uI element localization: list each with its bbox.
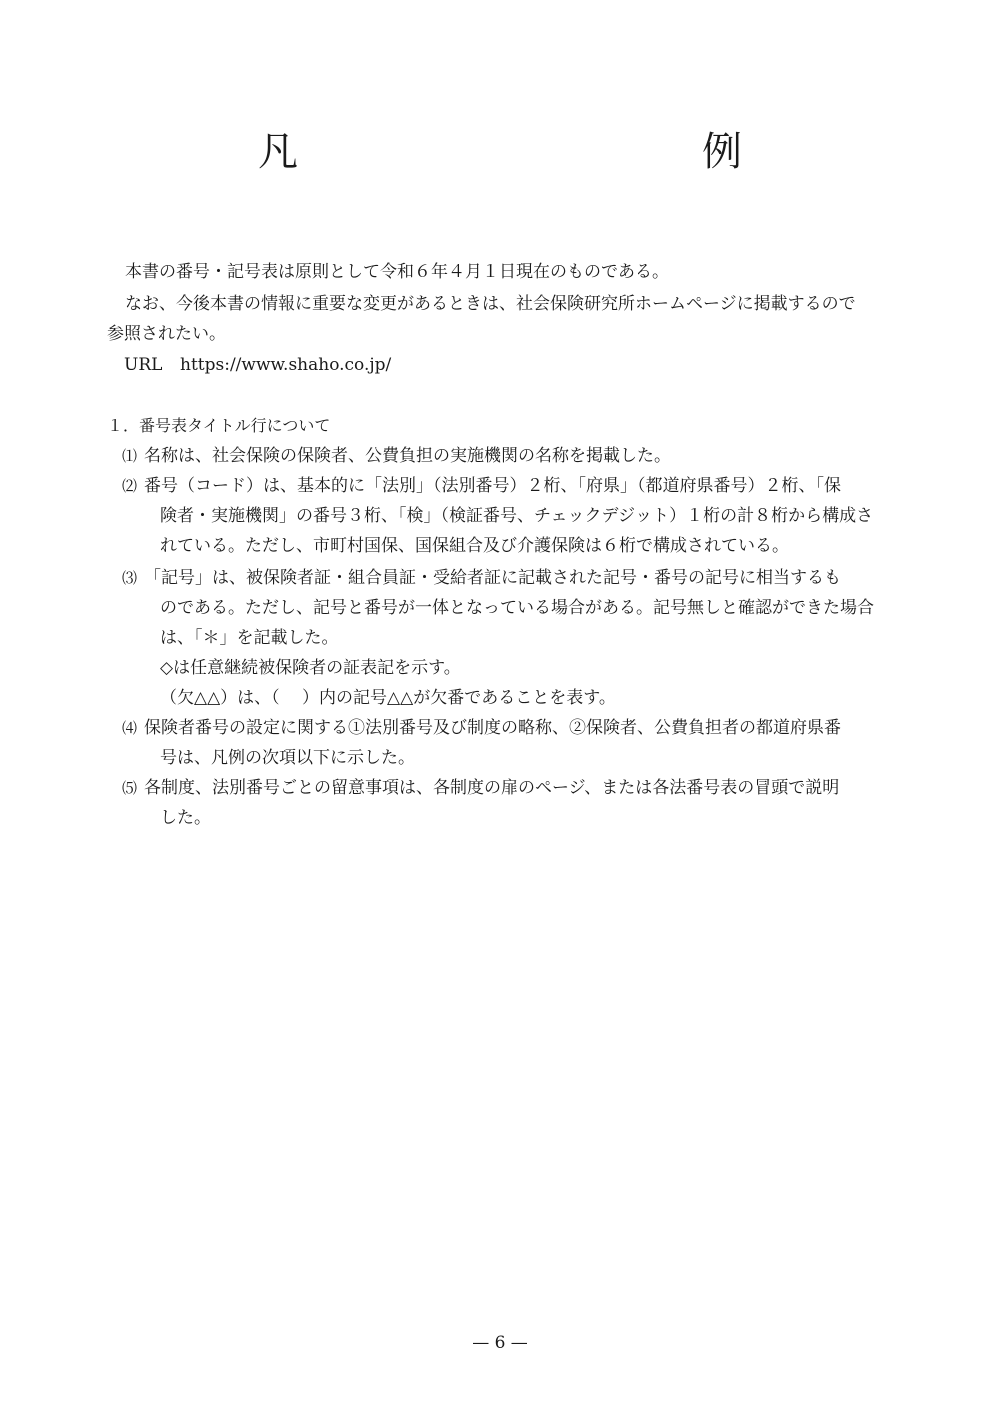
list-item bbox=[122, 441, 897, 471]
item-text-line: 名称は、社会保険の保険者、公費負担の実施機関の名称を掲載した。 bbox=[144, 446, 671, 466]
section-heading: １．番号表タイトル行について bbox=[107, 416, 331, 435]
item-text-line: 各制度、法別番号ごとの留意事項は、各制度の扉のページ、または各法番号表の冒頭で説明 bbox=[144, 778, 840, 798]
item-note-line: （欠△△）は、（ ）内の記号△△が欠番であることを表す。 bbox=[160, 688, 616, 708]
item-number: ⑷ bbox=[122, 719, 138, 737]
intro-line-3: 参照されたい。 bbox=[107, 324, 226, 344]
item-text-line: のである。ただし、記号と番号が一体となっている場合がある。記号無しと確認ができた場合 bbox=[160, 598, 874, 618]
item-number: ⑴ bbox=[122, 447, 138, 465]
item-text-line: 険者・実施機関」の番号３桁、「検」（検証番号、チェックデジット）１桁の計８桁から構成さ bbox=[160, 506, 874, 526]
page-title: 凡 例 bbox=[258, 129, 850, 175]
list-item bbox=[122, 773, 897, 833]
item-number: ⑵ bbox=[122, 477, 138, 495]
url-link[interactable]: https://www.shaho.co.jp/ bbox=[180, 355, 392, 375]
item-number: ⑶ bbox=[122, 569, 138, 587]
item-text-line: した。 bbox=[160, 808, 211, 828]
list-item bbox=[122, 471, 897, 561]
item-text-line: れている。ただし、市町村国保、国保組合及び介護保険は６桁で構成されている。 bbox=[160, 536, 789, 556]
item-number: ⑸ bbox=[122, 779, 138, 797]
page-number: — 6 — bbox=[472, 1333, 528, 1353]
list-item bbox=[122, 563, 897, 653]
intro-line-2: なお、今後本書の情報に重要な変更があるときは、社会保険研究所ホームページに掲載するので bbox=[125, 294, 856, 314]
list-item bbox=[122, 713, 897, 773]
item-text-line: 「記号」は、被保険者証・組合員証・受給者証に記載された記号・番号の記号に相当するも bbox=[144, 568, 841, 588]
url-line bbox=[124, 352, 914, 378]
item-text-line: 号は、凡例の次項以下に示した。 bbox=[160, 748, 415, 768]
intro-line-1: 本書の番号・記号表は原則として令和６年４月１日現在のものである。 bbox=[125, 262, 669, 282]
item-text-line: 保険者番号の設定に関する①法別番号及び制度の略称、②保険者、公費負担者の都道府県番 bbox=[144, 718, 841, 738]
url-label: URL bbox=[124, 355, 163, 375]
item-note-line: ◇は任意継続被保険者の証表記を示す。 bbox=[160, 658, 461, 678]
item-text-line: は、「＊」を記載した。 bbox=[160, 628, 339, 648]
item-text-line: 番号（コード）は、基本的に「法別」（法別番号）２桁、「府県」（都道府県番号）２桁、「保 bbox=[144, 476, 841, 496]
